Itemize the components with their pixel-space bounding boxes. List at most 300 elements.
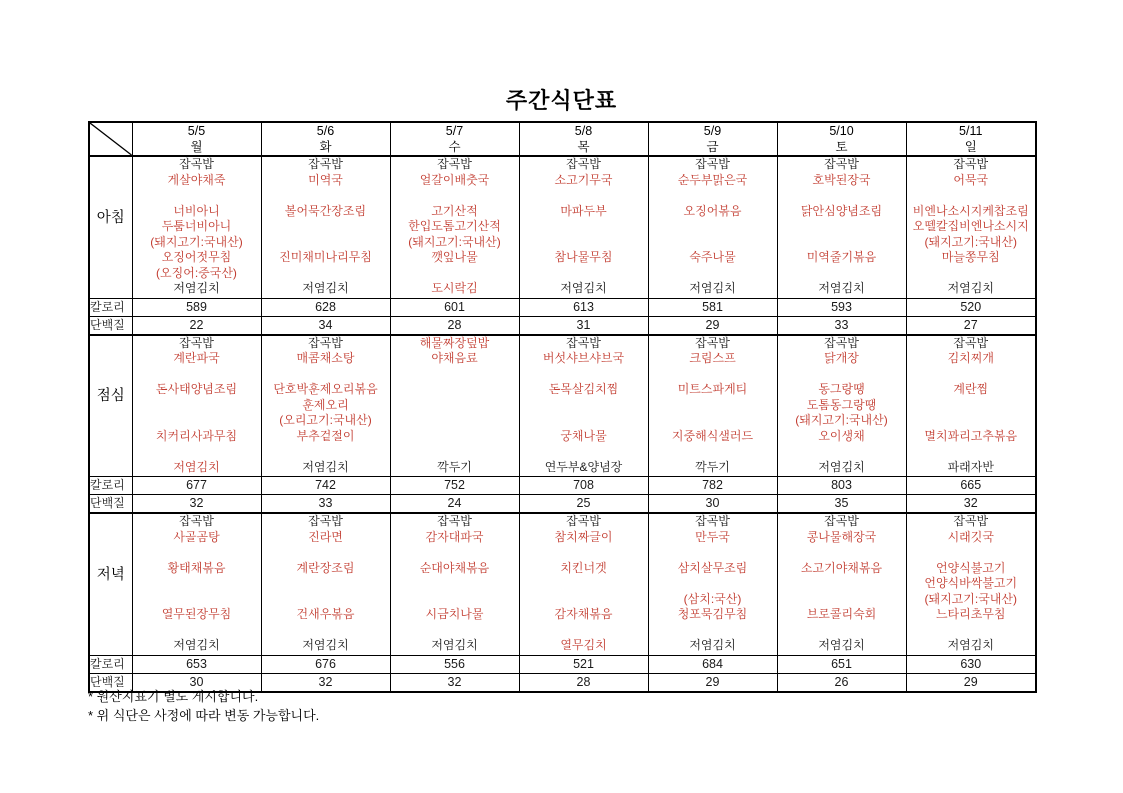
menu-line-empty <box>133 188 261 204</box>
menu-line-empty <box>133 444 261 460</box>
menu-line-empty <box>391 382 519 398</box>
menu-item: 연두부&양념장 <box>544 459 623 474</box>
table-body <box>89 156 1036 692</box>
day-header-5/6 <box>261 122 390 156</box>
calories-row-2 <box>89 655 1036 673</box>
meal-label-text: 점심 <box>96 388 125 405</box>
menu-line-empty <box>520 592 648 608</box>
menu-cell <box>906 156 1036 298</box>
menu-item: (삼치:국산) <box>683 591 742 606</box>
protein-row-0 <box>89 316 1036 335</box>
menu-line-empty <box>778 545 906 561</box>
date-label: 5/10 <box>829 124 854 138</box>
menu-item: 두툼너비아니 <box>161 219 232 234</box>
menu-item: 부추겉절이 <box>296 428 355 443</box>
date-label: 5/8 <box>574 124 593 138</box>
menu-item: 감자대파국 <box>425 529 484 544</box>
menu-item: 잡곡밥 <box>566 157 601 171</box>
menu-cell <box>777 513 906 655</box>
menu-line-empty <box>649 266 777 282</box>
menu-item: 열무김치 <box>560 638 607 653</box>
protein-value: 26 <box>777 673 906 692</box>
menu-item: 저염김치 <box>560 281 607 296</box>
protein-value: 28 <box>390 316 519 335</box>
menu-item: 비엔나소시지케찹조림 <box>912 203 1029 218</box>
footnote-origin: * 원산지표기 별도 게시합니다. <box>88 689 259 704</box>
menu-item: 깻잎나물 <box>431 250 478 265</box>
protein-value: 33 <box>777 316 906 335</box>
menu-cell <box>132 513 261 655</box>
day-header-5/10 <box>777 122 906 156</box>
menu-item: 건새우볶음 <box>296 607 355 622</box>
protein-value: 35 <box>777 495 906 514</box>
menu-item: 숙주나물 <box>689 250 736 265</box>
menu-line-empty <box>133 592 261 608</box>
menu-line-empty <box>391 429 519 445</box>
menu-item: 만두국 <box>695 529 730 544</box>
day-header-5/7 <box>390 122 519 156</box>
calories-value: 630 <box>906 655 1036 673</box>
menu-item: 잡곡밥 <box>824 514 859 528</box>
menu-line-empty <box>133 623 261 639</box>
menu-item: 저염김치 <box>818 638 865 653</box>
protein-value: 32 <box>132 495 261 514</box>
calories-value: 521 <box>519 655 648 673</box>
menu-item: 잡곡밥 <box>437 514 472 528</box>
menu-item: 닭안심양념조림 <box>800 203 883 218</box>
menu-item: 오이생채 <box>818 428 865 443</box>
menu-item: 참치짜글이 <box>554 529 613 544</box>
menu-cell <box>519 513 648 655</box>
menu-item: 진미채미나리무침 <box>279 250 372 265</box>
protein-value: 31 <box>519 316 648 335</box>
protein-value: 32 <box>261 673 390 692</box>
menu-cell <box>261 156 390 298</box>
day-header-5/8 <box>519 122 648 156</box>
menu-item: 잡곡밥 <box>179 157 214 171</box>
menu-line-empty <box>778 367 906 383</box>
menu-line-empty <box>520 545 648 561</box>
weekly-menu-table <box>88 121 1037 693</box>
menu-item: 궁채나물 <box>560 428 607 443</box>
protein-row-1 <box>89 495 1036 514</box>
menu-item: 잡곡밥 <box>953 335 989 350</box>
corner-cell <box>89 122 132 156</box>
menu-item: 마파두부 <box>560 203 607 218</box>
protein-value: 29 <box>648 673 777 692</box>
menu-line-empty <box>391 398 519 414</box>
menu-line-empty <box>520 413 648 429</box>
menu-line-empty <box>649 413 777 429</box>
menu-item: 시래깃국 <box>947 529 994 544</box>
menu-item: 오뗄칼집비엔나소시지 <box>912 219 1029 234</box>
menu-item: 소고기무국 <box>554 172 613 187</box>
menu-line-empty <box>262 367 390 383</box>
menu-item: 오징어볶음 <box>683 203 742 218</box>
menu-line-empty <box>907 398 1036 414</box>
protein-value: 30 <box>132 673 261 692</box>
meal-label-2 <box>89 513 132 655</box>
menu-line-empty <box>649 623 777 639</box>
menu-item: 한입도톰고기산적 <box>408 219 501 234</box>
protein-value: 24 <box>390 495 519 514</box>
menu-item: 잡곡밥 <box>566 335 601 350</box>
menu-item: 잡곡밥 <box>695 157 730 171</box>
menu-cell <box>132 156 261 298</box>
calories-value: 676 <box>261 655 390 673</box>
menu-cell <box>777 156 906 298</box>
calories-value: 684 <box>648 655 777 673</box>
header-row <box>89 122 1036 156</box>
weekday-label: 목 <box>577 140 590 154</box>
menu-item: 미역국 <box>308 172 343 187</box>
menu-line-empty <box>391 266 519 282</box>
calories-label: 칼로리 <box>89 655 132 673</box>
weekday-label: 수 <box>448 140 461 154</box>
weekday-label: 토 <box>835 140 848 154</box>
day-header-5/11 <box>906 122 1036 156</box>
menu-item: 계란파국 <box>173 351 220 366</box>
menu-item: 잡곡밥 <box>824 157 859 171</box>
menu-item: 잡곡밥 <box>308 335 343 350</box>
menu-line-empty <box>391 413 519 429</box>
menu-line-empty <box>778 576 906 592</box>
calories-row-1 <box>89 477 1036 495</box>
menu-cell <box>648 335 777 477</box>
calories-value: 752 <box>390 477 519 495</box>
menu-line-empty <box>520 188 648 204</box>
menu-item: 지중해식샐러드 <box>671 428 754 443</box>
protein-label: 단백질 <box>89 673 132 692</box>
menu-item: 시금치나물 <box>425 607 484 622</box>
menu-item: 참나물무침 <box>554 250 613 265</box>
calories-value: 581 <box>648 298 777 316</box>
meal-row-1 <box>89 335 1036 477</box>
protein-value: 33 <box>261 495 390 514</box>
menu-item: 잡곡밥 <box>695 335 730 350</box>
menu-line-empty <box>907 545 1036 561</box>
menu-cell <box>519 335 648 477</box>
menu-item: 깍두기 <box>437 459 472 474</box>
weekday-label: 일 <box>964 140 977 154</box>
calories-value: 708 <box>519 477 648 495</box>
menu-item: 치커리사과무침 <box>155 428 238 443</box>
menu-item: 저염김치 <box>818 459 865 474</box>
menu-line-empty <box>133 545 261 561</box>
menu-item: 잡곡밥 <box>179 335 214 350</box>
menu-line-empty <box>520 576 648 592</box>
date-label: 5/11 <box>959 124 983 138</box>
protein-value: 32 <box>390 673 519 692</box>
footnotes <box>88 688 319 725</box>
weekday-label: 화 <box>319 140 332 154</box>
calories-value: 742 <box>261 477 390 495</box>
menu-line-empty <box>778 235 906 251</box>
menu-line-empty <box>907 188 1036 204</box>
menu-item: 순두부맑은국 <box>677 172 748 187</box>
menu-line-empty <box>262 235 390 251</box>
date-label: 5/5 <box>187 124 206 138</box>
date-label: 5/7 <box>445 124 464 138</box>
menu-line-empty <box>907 413 1036 429</box>
menu-item: (돼지고기:국내산) <box>408 234 501 249</box>
menu-item: 잡곡밥 <box>953 514 989 528</box>
menu-item: 어묵국 <box>953 172 989 187</box>
menu-item: 진라면 <box>308 529 343 544</box>
menu-line-empty <box>520 398 648 414</box>
menu-item: 돈사태양념조림 <box>155 382 238 397</box>
menu-cell <box>777 335 906 477</box>
menu-item: (돼지고기:국내산) <box>924 591 1017 606</box>
menu-item: 얼갈이배춧국 <box>419 172 490 187</box>
menu-line-empty <box>649 545 777 561</box>
menu-line-empty <box>391 592 519 608</box>
menu-item: 오징어젓무침 <box>161 250 232 265</box>
menu-line-empty <box>133 367 261 383</box>
menu-line-empty <box>520 623 648 639</box>
protein-value: 28 <box>519 673 648 692</box>
menu-line-empty <box>778 266 906 282</box>
menu-line-empty <box>262 266 390 282</box>
menu-item: 저염김치 <box>173 281 220 296</box>
calories-value: 677 <box>132 477 261 495</box>
day-header-5/5 <box>132 122 261 156</box>
menu-item: 크림스프 <box>689 351 736 366</box>
diagonal-line <box>90 123 132 155</box>
menu-item: 저염김치 <box>173 459 220 474</box>
footnote-change: * 위 식단은 사정에 따라 변동 가능합니다. <box>88 707 320 723</box>
menu-item: 사골곰탕 <box>173 529 220 544</box>
menu-line-empty <box>262 576 390 592</box>
menu-item: 저염김치 <box>689 638 736 653</box>
menu-cell <box>261 335 390 477</box>
menu-item: 호박된장국 <box>812 172 871 187</box>
menu-line-empty <box>649 576 777 592</box>
menu-line-empty <box>391 576 519 592</box>
menu-cell <box>648 156 777 298</box>
protein-label: 단백질 <box>89 316 132 335</box>
menu-line-empty <box>649 188 777 204</box>
menu-item: 너비아니 <box>173 203 220 218</box>
menu-item: 버섯샤브샤브국 <box>542 351 625 366</box>
protein-value: 27 <box>906 316 1036 335</box>
meal-label-text: 아침 <box>96 209 125 226</box>
menu-item: 잡곡밥 <box>566 514 601 528</box>
menu-line-empty <box>778 188 906 204</box>
protein-label: 단백질 <box>89 495 132 514</box>
menu-item: 마늘쫑무침 <box>941 250 1000 265</box>
menu-item: 단호박훈제오리볶음 <box>273 382 378 397</box>
menu-item: 저염김치 <box>302 459 349 474</box>
menu-line-empty <box>133 398 261 414</box>
menu-cell <box>519 156 648 298</box>
meal-row-0 <box>89 156 1036 298</box>
protein-value: 22 <box>132 316 261 335</box>
menu-item: 콩나물해장국 <box>806 529 877 544</box>
menu-item: 언양식바싹불고기 <box>924 576 1018 591</box>
menu-item: (오리고기:국내산) <box>279 413 372 428</box>
calories-label: 칼로리 <box>89 298 132 316</box>
menu-item: 언양식불고기 <box>935 560 1006 575</box>
menu-item: 치킨너겟 <box>560 560 607 575</box>
menu-item: 해물짜장덮밥 <box>419 335 490 350</box>
menu-item: 매콤채소탕 <box>296 351 355 366</box>
menu-item: 계란찜 <box>953 382 989 397</box>
menu-item: 브로콜리숙회 <box>806 607 877 622</box>
date-label: 5/6 <box>316 124 335 138</box>
menu-item: 계란장조림 <box>296 560 355 575</box>
menu-item: 느타리초무침 <box>935 607 1006 622</box>
menu-item: 동그랑땡 <box>818 382 865 397</box>
menu-item: 저염김치 <box>173 638 220 653</box>
menu-item: 고기산적 <box>431 203 478 218</box>
menu-line-empty <box>649 235 777 251</box>
menu-item: (돼지고기:국내산) <box>150 234 243 249</box>
menu-line-empty <box>391 188 519 204</box>
page-title: 주간식단표 <box>505 88 618 113</box>
menu-cell <box>261 513 390 655</box>
menu-item: 잡곡밥 <box>437 157 472 171</box>
menu-item: 도톰동그랑땡 <box>806 397 877 412</box>
menu-line-empty <box>649 219 777 235</box>
calories-value: 593 <box>777 298 906 316</box>
protein-value: 34 <box>261 316 390 335</box>
calories-value: 520 <box>906 298 1036 316</box>
calories-value: 665 <box>906 477 1036 495</box>
weekday-label: 월 <box>190 140 203 154</box>
menu-line-empty <box>778 444 906 460</box>
menu-item: 열무된장무침 <box>161 607 232 622</box>
menu-item: 도시락김 <box>431 281 478 296</box>
menu-item: 순대야채볶음 <box>419 560 490 575</box>
calories-value: 613 <box>519 298 648 316</box>
calories-value: 589 <box>132 298 261 316</box>
calories-value: 653 <box>132 655 261 673</box>
menu-item: 저염김치 <box>818 281 865 296</box>
menu-cell <box>906 513 1036 655</box>
menu-cell <box>390 156 519 298</box>
menu-line-empty <box>649 367 777 383</box>
menu-line-empty <box>649 398 777 414</box>
menu-line-empty <box>520 367 648 383</box>
protein-value: 29 <box>648 316 777 335</box>
calories-value: 556 <box>390 655 519 673</box>
menu-item: 잡곡밥 <box>308 514 343 528</box>
table-header <box>89 122 1036 156</box>
menu-item: 잡곡밥 <box>824 335 859 350</box>
menu-item: 저염김치 <box>302 281 349 296</box>
menu-cell <box>648 513 777 655</box>
menu-line-empty <box>907 444 1036 460</box>
menu-cell <box>390 335 519 477</box>
menu-item: 저염김치 <box>947 281 994 296</box>
meal-label-0 <box>89 156 132 298</box>
menu-cell <box>906 335 1036 477</box>
menu-item: 감자채볶음 <box>554 607 613 622</box>
menu-item: 저염김치 <box>947 638 994 653</box>
menu-item: 미역줄기볶음 <box>806 250 877 265</box>
menu-line-empty <box>907 266 1036 282</box>
menu-line-empty <box>907 623 1036 639</box>
menu-line-empty <box>778 592 906 608</box>
menu-item: 파래자반 <box>947 459 994 474</box>
menu-item: 볼어묵간장조림 <box>284 203 367 218</box>
menu-line-empty <box>262 444 390 460</box>
menu-cell <box>132 335 261 477</box>
menu-item: 소고기야채볶음 <box>800 560 883 575</box>
menu-line-empty <box>520 444 648 460</box>
menu-line-empty <box>520 235 648 251</box>
menu-item: 삼치살무조림 <box>677 560 748 575</box>
menu-line-empty <box>649 444 777 460</box>
menu-item: 잡곡밥 <box>953 157 989 171</box>
protein-value: 25 <box>519 495 648 514</box>
menu-item: 저염김치 <box>302 638 349 653</box>
menu-line-empty <box>520 266 648 282</box>
menu-item: 훈제오리 <box>302 397 349 412</box>
menu-item: (오징어:중국산) <box>156 265 237 280</box>
menu-item: 잡곡밥 <box>308 157 343 171</box>
weekday-label: 금 <box>706 140 719 154</box>
meal-row-2 <box>89 513 1036 655</box>
menu-item: 잡곡밥 <box>695 514 730 528</box>
menu-item: 미트스파게티 <box>677 382 748 397</box>
calories-value: 651 <box>777 655 906 673</box>
menu-item: 황태채볶음 <box>167 560 226 575</box>
menu-item: (돼지고기:국내산) <box>795 413 888 428</box>
menu-item: 닭개장 <box>824 351 859 366</box>
protein-value: 32 <box>906 495 1036 514</box>
meal-label-text: 저녁 <box>96 566 125 583</box>
menu-item: 잡곡밥 <box>179 514 214 528</box>
menu-line-empty <box>262 623 390 639</box>
menu-line-empty <box>262 545 390 561</box>
calories-value: 803 <box>777 477 906 495</box>
date-label: 5/9 <box>703 124 722 138</box>
menu-line-empty <box>391 444 519 460</box>
protein-value: 29 <box>906 673 1036 692</box>
meal-label-1 <box>89 335 132 477</box>
menu-line-empty <box>907 367 1036 383</box>
menu-line-empty <box>391 367 519 383</box>
calories-row-0 <box>89 298 1036 316</box>
protein-value: 30 <box>648 495 777 514</box>
menu-cell <box>390 513 519 655</box>
menu-line-empty <box>391 545 519 561</box>
calories-label: 칼로리 <box>89 477 132 495</box>
menu-line-empty <box>391 623 519 639</box>
menu-item: 청포묵김무침 <box>677 607 748 622</box>
calories-value: 601 <box>390 298 519 316</box>
menu-item: (돼지고기:국내산) <box>924 234 1017 249</box>
menu-item: 돈목살김치찜 <box>548 382 619 397</box>
menu-item: 저염김치 <box>689 281 736 296</box>
calories-value: 782 <box>648 477 777 495</box>
menu-line-empty <box>778 219 906 235</box>
menu-line-empty <box>133 413 261 429</box>
menu-item: 멸치꽈리고추볶음 <box>924 428 1018 443</box>
menu-item: 게살야채죽 <box>167 172 226 187</box>
menu-item: 저염김치 <box>431 638 478 653</box>
calories-value: 628 <box>261 298 390 316</box>
menu-line-empty <box>520 219 648 235</box>
menu-line-empty <box>262 592 390 608</box>
menu-item: 야채음료 <box>431 351 478 366</box>
menu-line-empty <box>262 219 390 235</box>
menu-item: 깍두기 <box>695 459 730 474</box>
day-header-5/9 <box>648 122 777 156</box>
menu-line-empty <box>262 188 390 204</box>
